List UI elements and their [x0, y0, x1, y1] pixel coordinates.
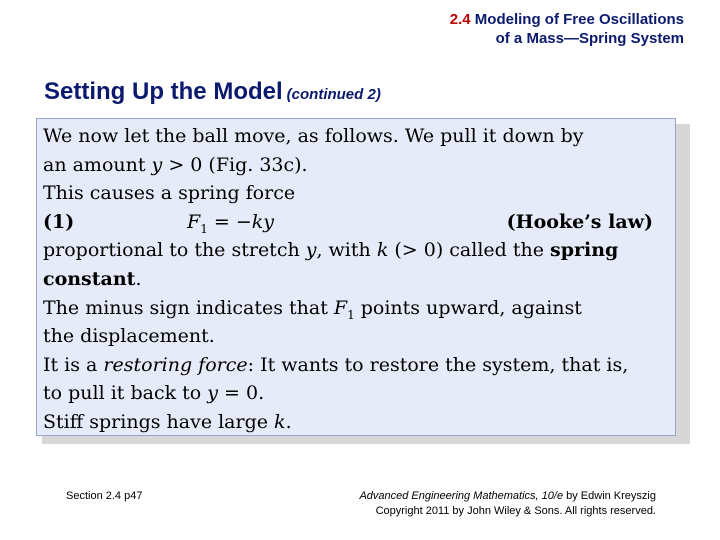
body-text: Stiff springs have large	[43, 410, 275, 433]
book-author: by Edwin Kreyszig	[563, 490, 656, 502]
body-line-10	[43, 379, 675, 408]
body-text: = 0.	[218, 382, 265, 405]
title-main: Setting Up the Model	[44, 78, 283, 105]
body-text: points upward, against	[354, 296, 582, 319]
variable-k: k	[376, 239, 389, 262]
body-line-6	[43, 265, 675, 294]
body-text: (> 0) called the	[388, 239, 551, 262]
subscript: 1	[200, 221, 208, 236]
slide-header	[450, 10, 684, 48]
copyright-text: Copyright 2011 by John Wiley & Sons. All rights reserved.	[375, 505, 656, 517]
body-line-7	[43, 294, 675, 323]
body-text: proportional to the stretch	[43, 239, 306, 262]
variable-y: y	[207, 382, 218, 405]
variable-k: k	[251, 210, 264, 233]
body-line-9	[43, 351, 675, 380]
footer-book-line	[359, 489, 656, 504]
footer-section: Section 2.4 p47	[66, 490, 143, 502]
body-text: the displacement.	[43, 325, 215, 348]
body-text: The minus sign indicates that	[43, 296, 334, 319]
body-text: , with	[316, 239, 377, 262]
variable-y: y	[151, 153, 163, 176]
body-text: .	[135, 267, 142, 290]
body-line-11	[43, 408, 675, 436]
equation-number: (1)	[43, 210, 75, 233]
header-title-line-1: Modeling of Free Oscillations	[474, 11, 684, 28]
body-text: to pull it back to	[43, 382, 208, 405]
body-text: : It wants to restore the system, that is,	[247, 353, 629, 376]
book-title: Advanced Engineering Mathematics, 10/e	[359, 490, 564, 502]
term-bold: constant	[43, 267, 136, 290]
equation-line	[43, 208, 675, 237]
variable-k: k	[274, 410, 286, 433]
body-text: This causes a spring force	[43, 182, 296, 205]
body-line-3	[43, 179, 675, 208]
body-line-5	[43, 236, 675, 265]
body-line-8	[43, 322, 675, 351]
section-number: 2.4	[449, 11, 471, 28]
header-title-line-2: of a Mass—Spring System	[495, 30, 684, 47]
footer-credits	[359, 489, 656, 519]
variable-y: y	[263, 210, 274, 233]
body-text: We now let the ball move, as follows. We pull it down by	[43, 125, 584, 147]
content-box	[36, 118, 676, 436]
term-italic: restoring force	[103, 353, 248, 376]
equation-name: (Hooke’s law)	[506, 210, 653, 233]
header-line-1	[450, 10, 684, 29]
body-text: > 0 (Fig. 33c).	[162, 153, 308, 176]
title-continued: (continued 2)	[286, 86, 381, 103]
term-bold: spring	[550, 239, 619, 262]
body-text: It is a	[43, 353, 104, 376]
variable-F: F	[187, 210, 201, 233]
subscript: 1	[347, 307, 355, 322]
body-text: .	[285, 410, 292, 433]
body-line-1	[43, 122, 675, 151]
body-line-2	[43, 151, 675, 180]
variable-F: F	[333, 296, 348, 319]
slide-title	[44, 78, 381, 106]
body-text: an amount	[43, 153, 152, 176]
equals-minus: = −	[207, 210, 252, 233]
equation	[187, 208, 274, 237]
variable-y: y	[305, 239, 317, 262]
